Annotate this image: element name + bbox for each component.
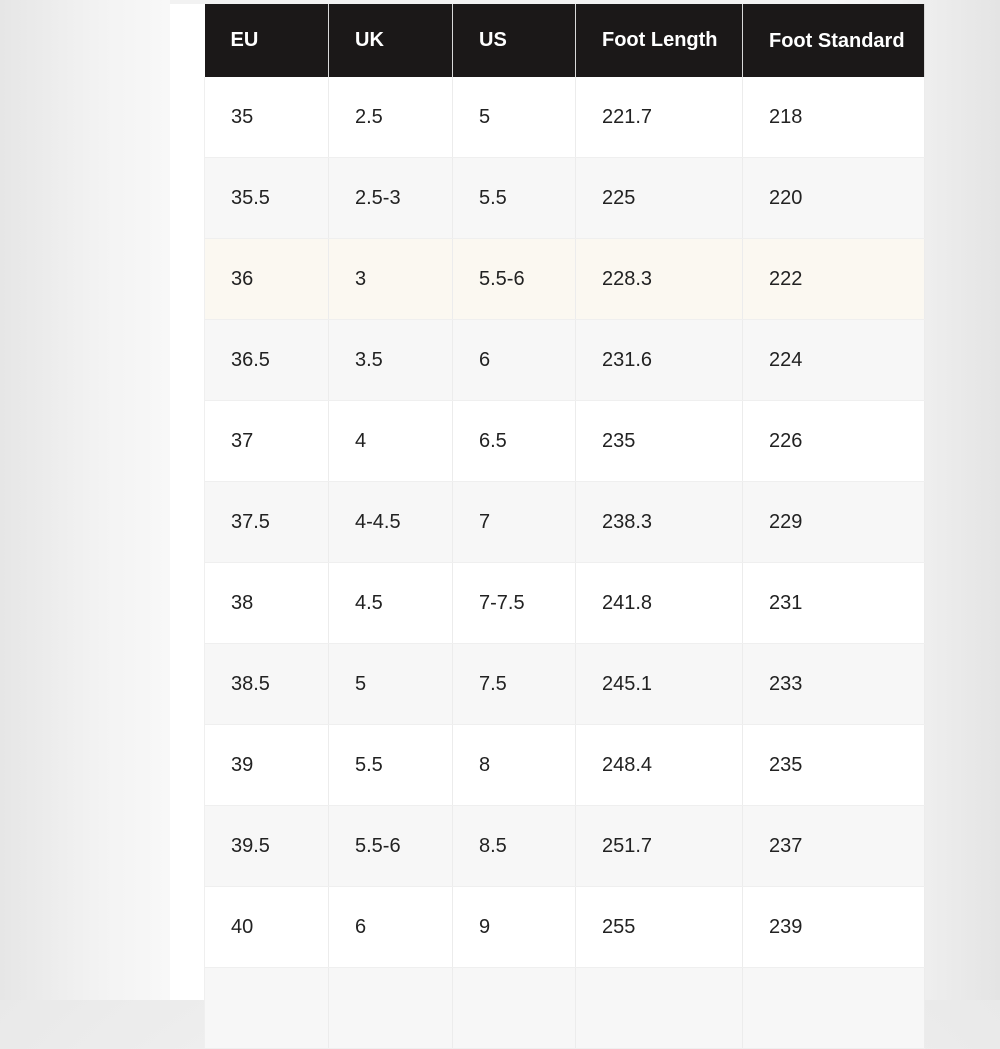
cell-uk: 5 — [329, 644, 453, 725]
cell-uk: 2.5-3 — [329, 158, 453, 239]
cell-foot-standard: 235 — [743, 725, 925, 806]
header-uk: UK — [329, 4, 453, 77]
cell-foot-standard: 218 — [743, 77, 925, 158]
cell-foot-length: 221.7 — [576, 77, 743, 158]
cell-uk: 2.5 — [329, 77, 453, 158]
cell-foot-length: 228.3 — [576, 239, 743, 320]
cell-eu: 39.5 — [205, 806, 329, 887]
cell-eu: 38 — [205, 563, 329, 644]
header-foot-length: Foot Length — [576, 4, 743, 77]
cell-foot-standard: 222 — [743, 239, 925, 320]
size-table-scroll-area[interactable] — [204, 4, 905, 1000]
cell-foot-standard: 226 — [743, 401, 925, 482]
cell-foot-length — [576, 968, 743, 1049]
table-row — [205, 239, 925, 320]
header-us: US — [453, 4, 576, 77]
table-row — [205, 644, 925, 725]
table-row — [205, 77, 925, 158]
cell-us: 7-7.5 — [453, 563, 576, 644]
table-row — [205, 401, 925, 482]
cell-uk: 3.5 — [329, 320, 453, 401]
cell-us: 5 — [453, 77, 576, 158]
cell-eu: 39 — [205, 725, 329, 806]
table-row — [205, 968, 925, 1049]
table-row — [205, 806, 925, 887]
cell-foot-standard: 229 — [743, 482, 925, 563]
cell-us: 7 — [453, 482, 576, 563]
cell-eu: 35.5 — [205, 158, 329, 239]
cell-eu: 37 — [205, 401, 329, 482]
table-row — [205, 482, 925, 563]
cell-foot-length: 225 — [576, 158, 743, 239]
table-row — [205, 563, 925, 644]
cell-uk: 4-4.5 — [329, 482, 453, 563]
cell-eu — [205, 968, 329, 1049]
cell-foot-standard: 220 — [743, 158, 925, 239]
cell-uk: 6 — [329, 887, 453, 968]
cell-foot-standard: 239 — [743, 887, 925, 968]
cell-foot-length: 255 — [576, 887, 743, 968]
cell-foot-standard: 233 — [743, 644, 925, 725]
table-row — [205, 725, 925, 806]
cell-us: 6 — [453, 320, 576, 401]
cell-foot-standard: 231 — [743, 563, 925, 644]
cell-foot-length: 245.1 — [576, 644, 743, 725]
cell-us — [453, 968, 576, 1049]
size-chart-panel — [170, 0, 905, 1000]
cell-us: 8.5 — [453, 806, 576, 887]
cell-uk — [329, 968, 453, 1049]
table-row — [205, 320, 925, 401]
cell-foot-standard — [743, 968, 925, 1049]
table-header-row — [205, 4, 925, 77]
cell-foot-standard: 237 — [743, 806, 925, 887]
cell-foot-length: 251.7 — [576, 806, 743, 887]
cell-foot-standard: 224 — [743, 320, 925, 401]
header-foot-standard: Foot Standard — [743, 4, 925, 77]
header-eu: EU — [205, 4, 329, 77]
cell-foot-length: 248.4 — [576, 725, 743, 806]
cell-foot-length: 235 — [576, 401, 743, 482]
cell-uk: 3 — [329, 239, 453, 320]
cell-uk: 4 — [329, 401, 453, 482]
table-row — [205, 887, 925, 968]
table-row — [205, 158, 925, 239]
cell-uk: 4.5 — [329, 563, 453, 644]
cell-eu: 36.5 — [205, 320, 329, 401]
cell-us: 8 — [453, 725, 576, 806]
cell-eu: 37.5 — [205, 482, 329, 563]
cell-foot-length: 231.6 — [576, 320, 743, 401]
cell-us: 5.5-6 — [453, 239, 576, 320]
cell-us: 6.5 — [453, 401, 576, 482]
cell-eu: 38.5 — [205, 644, 329, 725]
cell-us: 9 — [453, 887, 576, 968]
cell-us: 7.5 — [453, 644, 576, 725]
background-left — [0, 0, 170, 1000]
cell-eu: 36 — [205, 239, 329, 320]
cell-us: 5.5 — [453, 158, 576, 239]
cell-uk: 5.5 — [329, 725, 453, 806]
size-chart-table — [204, 4, 925, 1049]
cell-foot-length: 238.3 — [576, 482, 743, 563]
cell-uk: 5.5-6 — [329, 806, 453, 887]
cell-eu: 40 — [205, 887, 329, 968]
cell-foot-length: 241.8 — [576, 563, 743, 644]
cell-eu: 35 — [205, 77, 329, 158]
